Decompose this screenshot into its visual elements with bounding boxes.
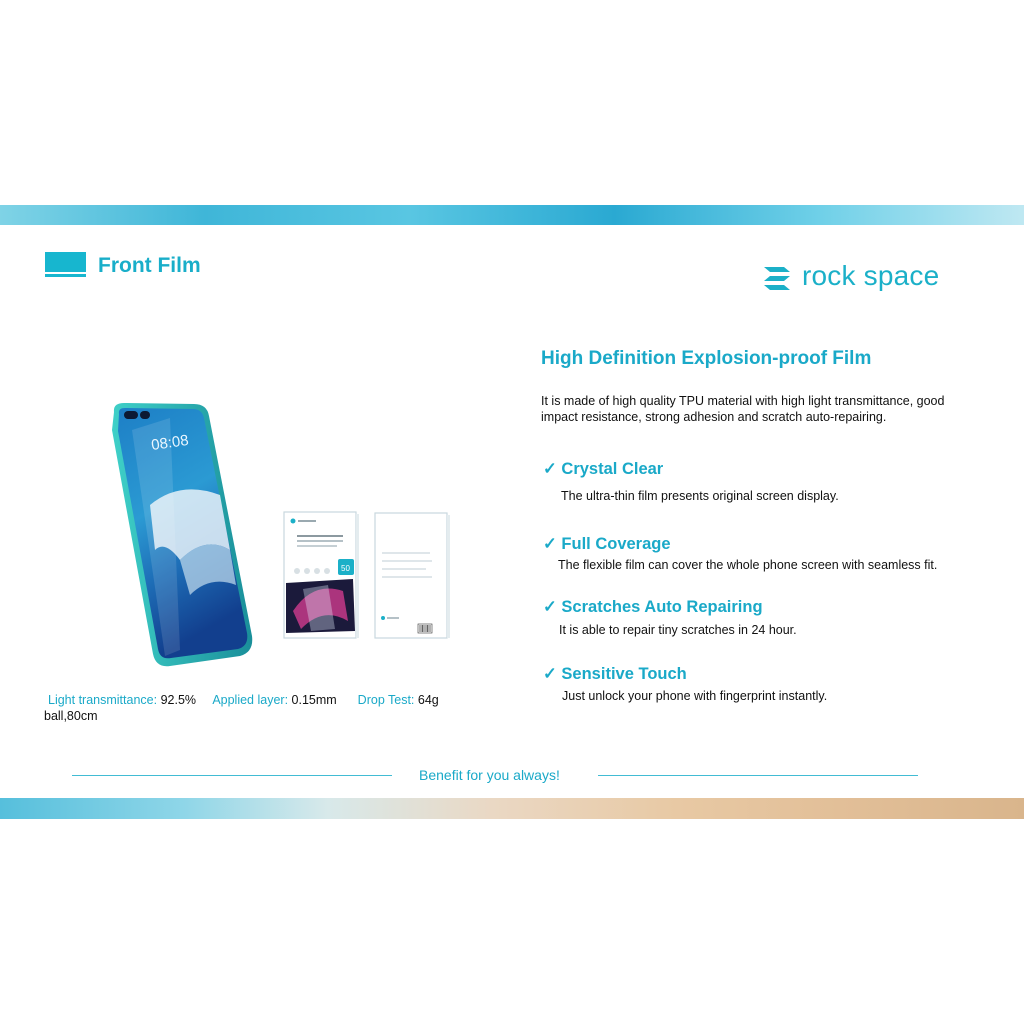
top-ocean-banner — [0, 205, 1024, 225]
section-title: Front Film — [98, 254, 201, 277]
feature-scratches-auto-repairing — [543, 597, 763, 617]
feature-title: Sensitive Touch — [561, 665, 687, 683]
feature-description: The ultra-thin film presents original screen display. — [561, 489, 839, 503]
light-transmittance-value: 92.5% — [160, 693, 197, 707]
rock-space-logo-icon — [762, 265, 792, 293]
applied-layer-label: Applied layer: — [212, 693, 289, 707]
checkmark-icon: ✓ — [543, 665, 557, 683]
feature-crystal-clear — [543, 459, 663, 479]
front-film-icon — [45, 252, 86, 276]
feature-description: It is able to repair tiny scratches in 24 hour. — [559, 623, 797, 637]
package-back-image — [374, 512, 450, 639]
product-title: High Definition Explosion-proof Film — [541, 348, 872, 369]
drop-test-value-cont: ball,80cm — [44, 709, 98, 723]
product-intro: It is made of high quality TPU material with high light transmittance, good impact resistance, strong adhesion and scratch auto-repairing. — [541, 394, 945, 424]
feature-sensitive-touch — [543, 664, 687, 684]
drop-test-label: Drop Test: — [357, 693, 415, 707]
logo-text: rock space — [802, 260, 940, 291]
phone-clock: 08:08 — [150, 431, 190, 454]
bottom-beach-banner — [0, 798, 1024, 819]
package-badge: 50 — [341, 564, 350, 573]
footer-tagline: Benefit for you always! — [419, 767, 560, 783]
feature-description: Just unlock your phone with fingerprint instantly. — [562, 689, 828, 703]
checkmark-icon: ✓ — [543, 598, 557, 616]
spec-line — [44, 692, 464, 724]
light-transmittance-label: Light transmittance: — [48, 693, 158, 707]
applied-layer-value: 0.15mm — [291, 693, 337, 707]
feature-full-coverage — [543, 534, 671, 554]
checkmark-icon: ✓ — [543, 535, 557, 553]
footer-divider-right — [598, 775, 918, 776]
package-front-image — [283, 511, 359, 639]
feature-title: Crystal Clear — [561, 460, 664, 478]
checkmark-icon: ✓ — [543, 460, 557, 478]
drop-test-value: 64g — [417, 693, 439, 707]
phone-image — [110, 400, 260, 668]
feature-title: Scratches Auto Repairing — [561, 598, 763, 616]
feature-description: The flexible film can cover the whole phone screen with seamless fit. — [558, 558, 938, 572]
feature-title: Full Coverage — [561, 535, 671, 553]
footer-divider-left — [72, 775, 392, 776]
